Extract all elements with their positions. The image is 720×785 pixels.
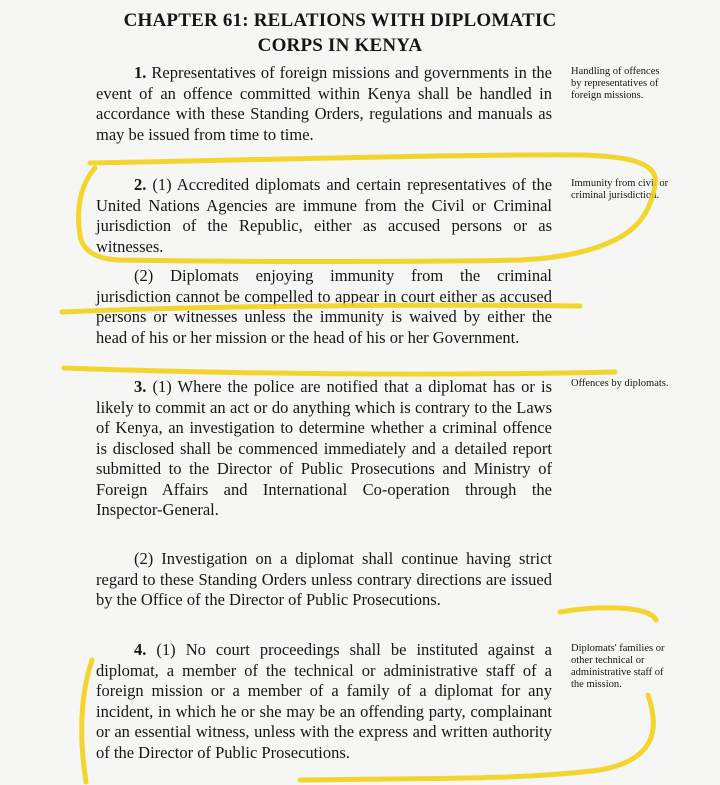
- paragraph-3-2: [96, 549, 552, 611]
- paragraph-text: Investigation on a diplomat shall continue having strict regard to these Standing Orders unless contrary directions are issued by the Office of the Director of Public Prosecutions.: [96, 549, 552, 609]
- paragraph-text: Accredited diplomats and certain representatives of the United Nations Agencies are immune from the Civil or Criminal jurisdiction of the Republic, either as accused persons or as witnesses.: [96, 175, 553, 256]
- paragraph-text: Representatives of foreign missions and governments in the event of an offence committed within Kenya shall be handled in accordance with these Standing Orders, regulations and manuals as may be issued from time to time.: [96, 63, 553, 144]
- paragraph-text: Where the police are notified that a diplomat has or is likely to commit an act or do anything which is contrary to the Laws of Kenya, an investigation to determine whether a criminal offence is disclosed shall be commenced immediately and a detailed report submitted to the Director of Public Prosecutions and Ministry of Foreign Affairs and International Co-operation through the Inspector-General.: [96, 377, 552, 519]
- paragraph-sub: (2): [134, 266, 154, 285]
- marginal-note-3: Offences by diplomats.: [571, 378, 669, 389]
- chapter-title-line-1: CHAPTER 61: RELATIONS WITH DIPLOMATIC: [123, 10, 557, 31]
- paragraph-sub: (1): [156, 640, 176, 659]
- paragraph-number: 1.: [134, 63, 147, 82]
- paragraph-2-2: [96, 266, 552, 348]
- paragraph-3-1: [96, 377, 552, 521]
- paragraph-1: [96, 63, 552, 145]
- paragraph-number: 4.: [134, 640, 147, 659]
- highlight-curve-section-4-top: [560, 608, 656, 620]
- paragraph-2-1: [96, 175, 552, 257]
- marginal-note-2: Immunity from civil or criminal jurisdiction.: [571, 178, 669, 201]
- highlight-underline-end-2-2: [64, 368, 615, 374]
- paragraph-sub: (2): [134, 549, 154, 568]
- paragraph-4-1: [96, 640, 552, 763]
- paragraph-sub: (1): [152, 377, 172, 396]
- paragraph-number: 3.: [134, 377, 147, 396]
- chapter-title: [60, 8, 620, 58]
- marginal-note-4: Diplomats' families or other technical or administrative staff of the mission.: [571, 643, 665, 690]
- paragraph-number: 2.: [134, 175, 147, 194]
- highlight-bracket-section-4-left: [82, 660, 92, 782]
- chapter-title-line-2: CORPS IN KENYA: [257, 35, 423, 56]
- paragraph-sub: (1): [152, 175, 172, 194]
- paragraph-text: Diplomats enjoying immunity from the criminal jurisdiction cannot be compelled to appear in court either as accused persons or witnesses unless the immunity is waived by either the head of his or her mission or the head of his or her Government.: [96, 266, 552, 347]
- paragraph-text: No court proceedings shall be instituted against a diplomat, a member of the technical or administrative staff of a foreign mission or a member of a family of a diplomat for any incident, in which he or she may be an offending party, complainant or an essential witness, unless with the express and written authority of the Director of Public Prosecutions.: [96, 640, 552, 762]
- marginal-note-1: Handling of offences by representatives of foreign missions.: [571, 66, 660, 101]
